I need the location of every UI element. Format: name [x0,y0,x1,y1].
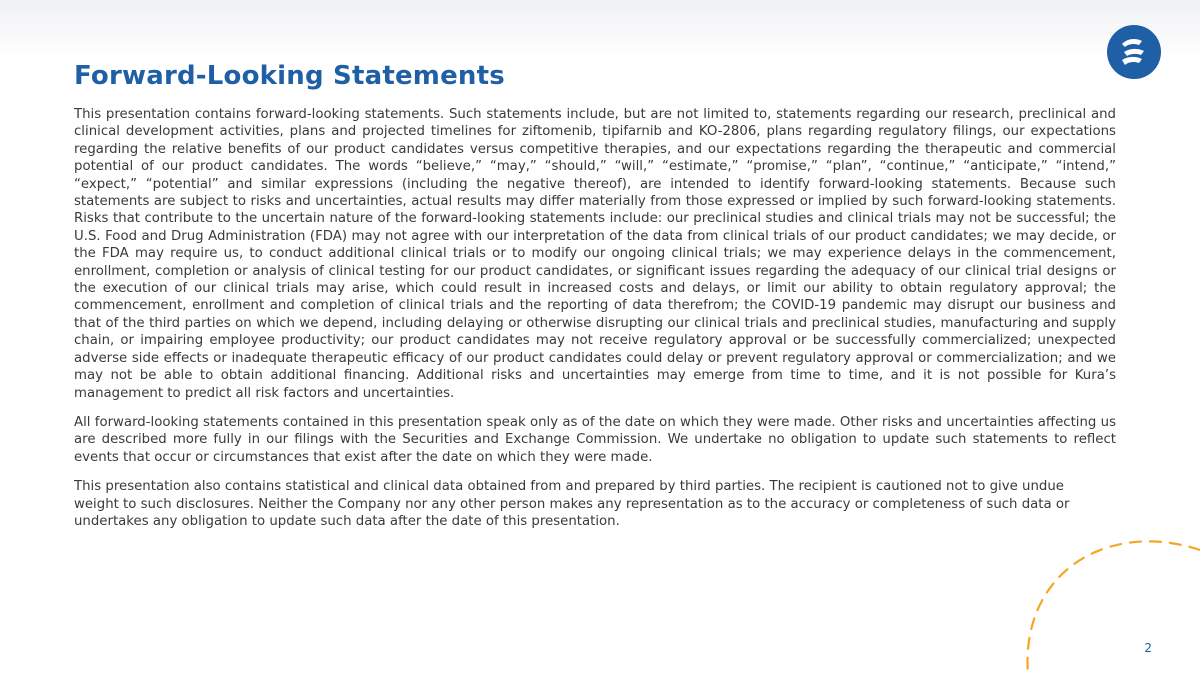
page-number: 2 [1144,641,1152,655]
paragraph-third-party-data: This presentation also contains statistical and clinical data obtained from and prepared by third parties. The recipient is cautioned not to give undue weight to such disclosures. Neither the Company nor any other person makes any representation as to the accuracy or completeness of such data or undertakes any obligation to update such data after the date of this presentation. [74,479,1070,529]
header-background [0,0,1200,60]
disclaimer-body [74,106,1116,530]
paragraph-statements-speak: All forward-looking statements contained in this presentation speak only as of the date on which they were made. Other risks and uncertainties affecting us are described more fully in our filings with the Securities and Exchange Commission. We undertake no obligation to update such statements to reflect events that occur or circumstances that exist after the date on which they were made. [74,414,1116,465]
company-logo-icon [1106,24,1162,80]
paragraph-forward-looking: This presentation contains forward-looking statements. Such statements include, but are not limited to, statements regarding our research, preclinical and clinical development activities, plans and projected timelines for ziftomenib, tipifarnib and KO-2806, plans regarding regulatory filings, our expectations regarding the relative benefits of our product candidates versus competitive therapies, and our expectations regarding the therapeutic and commercial potential of our product candidates. The words “believe,” “may,” “should,” “will,” “estimate,” “promise,” “plan”, “continue,” “anticipate,” “intend,” “expect,” “potential” and similar expressions (including the negative thereof), are intended to identify forward-looking statements. Because such statements are subject to risks and uncertainties, actual results may differ materially from those expressed or implied by such forward-looking statements. Risks that contribute to the uncertain nature of the forward-looking statements include: our preclinical studies and clinical trials may not be successful; the U.S. Food and Drug Administration (FDA) may not agree with our interpretation of the data from clinical trials of our product candidates; we may decide, or the FDA may require us, to conduct additional clinical trials or to modify our ongoing clinical trials; we may experience delays in the commencement, enrollment, completion or analysis of clinical testing for our product candidates, or significant issues regarding the adequacy of our clinical trial designs or the execution of our clinical trials may arise, which could result in increased costs and delays, or limit our ability to obtain regulatory approval; the commencement, enrollment and completion of clinical trials and the reporting of data therefrom; the COVID-19 pandemic may disrupt our business and that of the third parties on which we depend, including delaying or otherwise disrupting our clinical trials and preclinical studies, manufacturing and supply chain, or impairing employee productivity; our product candidates may not receive regulatory approval or be successfully commercialized; unexpected adverse side effects or inadequate therapeutic efficacy of our product candidates could delay or prevent regulatory approval or commercialization; and we may not be able to obtain additional financing. Additional risks and uncertainties may emerge from time to time, and it is not possible for Kura’s management to predict all risk factors and uncertainties. [74,107,1116,401]
page-title: Forward-Looking Statements [74,61,505,91]
